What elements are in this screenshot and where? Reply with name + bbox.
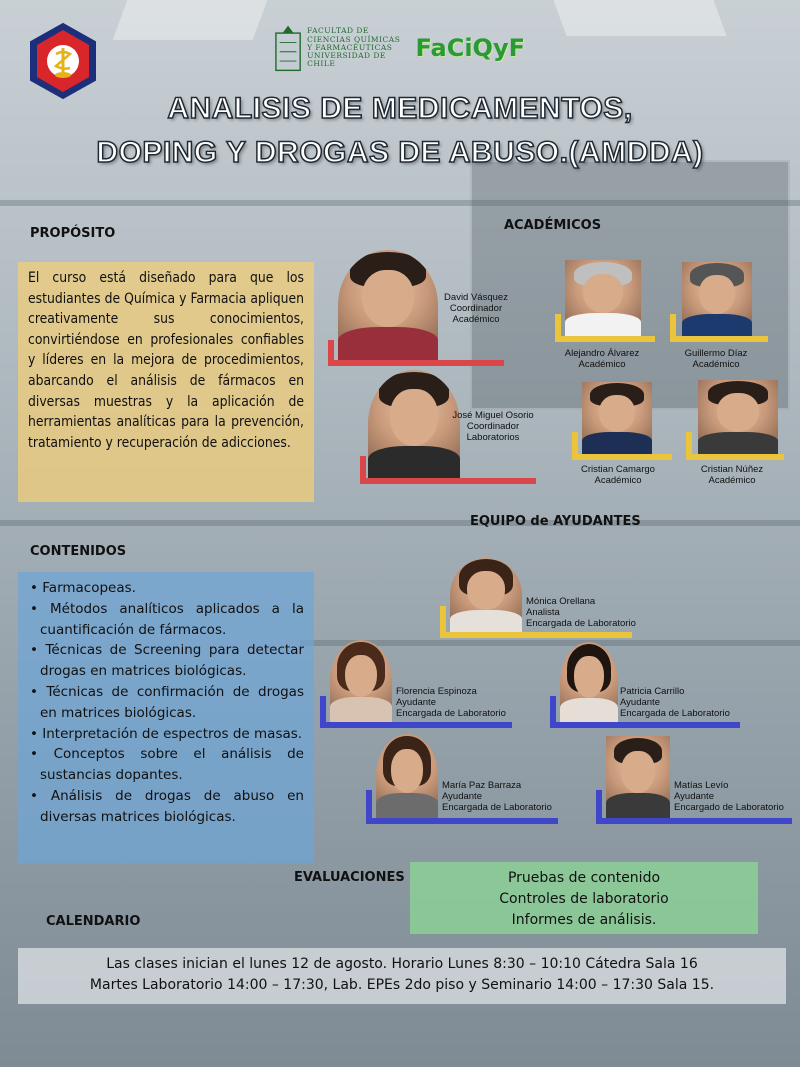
person-role: Coordinador (449, 303, 503, 314)
person-role: Encargada de Laboratorio (526, 618, 636, 629)
assistant-bar (550, 722, 740, 728)
caption-florencia-espinoza (396, 686, 516, 719)
photo-florencia-espinoza (330, 640, 392, 722)
academics-heading: ACADÉMICOS (504, 218, 602, 233)
evaluations-box (410, 862, 758, 934)
academic-bar-vertical (328, 340, 334, 366)
person-role: Ayudante (674, 791, 714, 802)
photo-monica-orellana (450, 558, 522, 632)
assistant-bar-vertical (550, 696, 556, 728)
photo-david-vasquez (338, 250, 438, 360)
contents-heading: CONTENIDOS (30, 544, 127, 559)
photo-cristian-camargo (582, 382, 652, 454)
caption-patricia-carrillo (620, 686, 740, 719)
purpose-text: El curso está diseñado para que los estudiantes de Química y Farmacia apliquen creativamente sus conocimientos, convirtiéndose en profesionales confiables y líderes en la mejora de procedimientos, abarcando el análisis de fármacos en diversas muestras y la aplicación de herramientas analíticas para la prevención, tratamiento y recuperación de adicciones. (28, 270, 304, 451)
academic-bar-vertical (670, 314, 676, 342)
caption-monica-orellana (526, 596, 646, 629)
assistant-bar-vertical (596, 790, 602, 824)
purpose-box (18, 262, 314, 502)
list-item: • Conceptos sobre el análisis de sustancias dopantes. (30, 744, 304, 786)
person-role: Ayudante (442, 791, 482, 802)
purpose-heading: PROPÓSITO (30, 226, 116, 241)
faculty-brand: FaCiQyF (415, 34, 525, 62)
assistant-bar (320, 722, 512, 728)
calendar-box (18, 948, 786, 1004)
academic-bar-vertical (686, 432, 692, 460)
person-name: Mónica Orellana (526, 596, 596, 607)
list-item: • Interpretación de espectros de masas. (30, 724, 304, 745)
academic-bar (328, 360, 504, 366)
caption-alejandro-alvarez (552, 348, 652, 370)
assistant-bar-vertical (320, 696, 326, 728)
list-item: • Técnicas de Screening para detectar drogas en matrices biológicas. (30, 640, 304, 682)
academic-bar-vertical (555, 314, 561, 342)
contents-list (30, 578, 304, 828)
evaluations-heading: EVALUACIONES (294, 870, 405, 885)
photo-alejandro-alvarez (565, 260, 641, 336)
list-item: • Análisis de drogas de abuso en diversas matrices biológicas. (30, 786, 304, 828)
caption-guillermo-diaz (666, 348, 766, 370)
photo-patricia-carrillo (560, 642, 618, 722)
photo-maria-paz-barraza (376, 734, 438, 818)
list-item: Informes de análisis. (511, 912, 657, 928)
person-name: Matías Levío (674, 780, 729, 791)
person-role: Laboratorios (466, 432, 520, 443)
person-name: Florencia Espinoza (396, 686, 477, 697)
academic-bar (360, 478, 536, 484)
school-shield-logo (28, 22, 98, 100)
faculty-name: FACULTAD DE CIENCIAS QUÍMICAS Y FARMACÉUTICAS UNIVERSIDAD DE CHILE (307, 26, 401, 69)
list-item: • Farmacopeas. (30, 578, 304, 599)
calendar-heading: CALENDARIO (46, 914, 141, 929)
academic-bar (555, 336, 655, 342)
person-name: María Paz Barraza (442, 780, 522, 791)
assistant-bar (440, 632, 632, 638)
caption-jose-miguel-osorio (448, 410, 538, 443)
person-role: Académico (594, 475, 642, 486)
list-item: Controles de laboratorio (499, 891, 669, 907)
photo-jose-miguel-osorio (368, 370, 460, 478)
academic-bar-vertical (572, 432, 578, 460)
academic-bar (686, 454, 784, 460)
caption-matias-levio (674, 780, 794, 813)
photo-guillermo-diaz (682, 262, 752, 336)
person-role: Encargada de Laboratorio (396, 708, 506, 719)
person-name: Cristian Camargo (581, 464, 655, 475)
faculty-logo (275, 20, 525, 76)
assistant-bar-vertical (440, 606, 446, 638)
calendar-line-2: Martes Laboratorio 14:00 – 17:30, Lab. EPEs 2do piso y Seminario 14:00 – 17:30 Sala 15. (89, 977, 715, 993)
course-title-line1: ANALISIS DE MEDICAMENTOS, (167, 92, 633, 125)
person-name: David Vásquez (444, 292, 508, 303)
person-role: Encargado de Laboratorio (674, 802, 784, 813)
calendar-line-1: Las clases inician el lunes 12 de agosto. Horario Lunes 8:30 – 10:10 Cátedra Sala 16 (106, 956, 698, 972)
person-role: Coordinador (466, 421, 520, 432)
caption-maria-paz-barraza (442, 780, 562, 813)
person-name: Cristian Núñez (700, 464, 764, 475)
academic-bar-vertical (360, 456, 366, 484)
caption-cristian-camargo (568, 464, 668, 486)
photo-matias-levio (606, 736, 670, 818)
academic-bar (572, 454, 672, 460)
academic-bar (670, 336, 768, 342)
list-item: Pruebas de contenido (507, 870, 661, 886)
caption-cristian-nunez (682, 464, 782, 486)
assistant-bar-vertical (366, 790, 372, 824)
person-role: Académico (692, 359, 740, 370)
list-item: • Métodos analíticos aplicados a la cuantificación de fármacos. (30, 599, 304, 641)
assistant-bar (366, 818, 558, 824)
person-role: Encargada de Laboratorio (442, 802, 552, 813)
photo-cristian-nunez (698, 380, 778, 454)
caption-david-vasquez (436, 292, 516, 325)
list-item: • Técnicas de confirmación de drogas en matrices biológicas. (30, 682, 304, 724)
person-role: Encargada de Laboratorio (620, 708, 730, 719)
course-title-line2: DOPING Y DROGAS DE ABUSO.(AMDDA) (96, 136, 704, 169)
person-name: Patricia Carrillo (620, 686, 685, 697)
assistant-bar (596, 818, 792, 824)
contents-box (18, 572, 314, 864)
person-role: Ayudante (620, 697, 660, 708)
person-role: Académico (708, 475, 756, 486)
person-role: Analista (526, 607, 560, 618)
person-role: Académico (578, 359, 626, 370)
person-name: José Miguel Osorio (452, 410, 534, 421)
university-seal-icon (275, 22, 301, 74)
person-name: Alejandro Álvarez (564, 348, 640, 359)
person-role: Ayudante (396, 697, 436, 708)
assistants-heading: EQUIPO de AYUDANTES (470, 514, 641, 529)
person-name: Guillermo Díaz (684, 348, 748, 359)
person-role: Académico (452, 314, 500, 325)
